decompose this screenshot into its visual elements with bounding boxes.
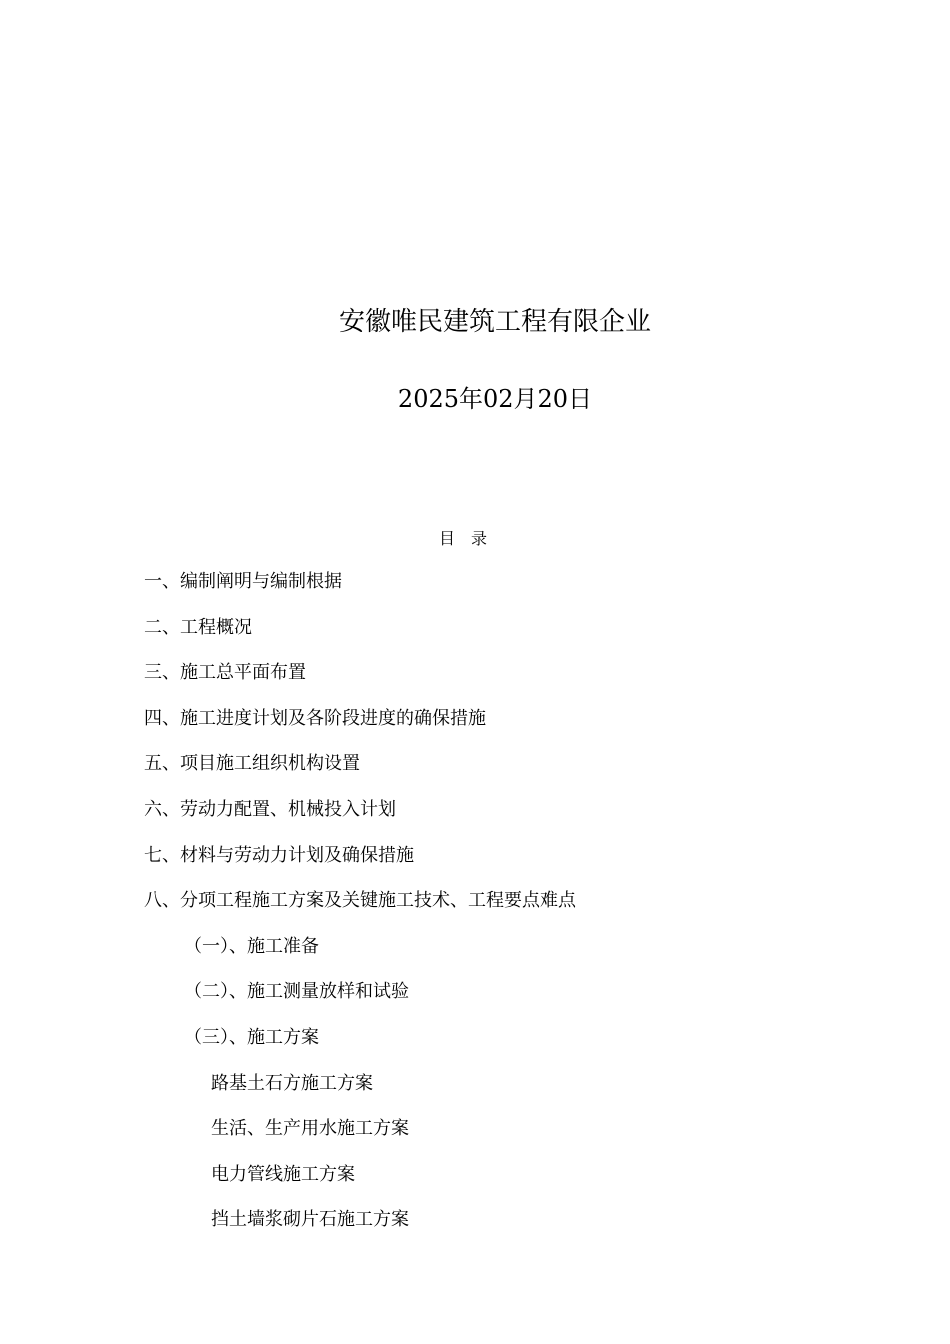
toc-entry[interactable]: 四、施工进度计划及各阶段进度的确保措施 [144,707,486,729]
toc-subsubentry[interactable]: 电力管线施工方案 [211,1163,355,1185]
toc-entry[interactable]: 三、施工总平面布置 [144,662,306,684]
toc-subsubentry[interactable]: 挡土墙浆砌片石施工方案 [211,1209,409,1231]
toc-subentry[interactable]: （二）、施工测量放样和试验 [184,981,409,1003]
toc-entry[interactable]: 二、工程概况 [144,616,252,638]
toc-subsubentry[interactable]: 路基土石方施工方案 [211,1072,373,1094]
toc-subsubentry[interactable]: 生活、生产用水施工方案 [211,1118,409,1140]
toc-entry[interactable]: 七、材料与劳动力计划及确保措施 [144,844,414,866]
toc-title: 目录 [438,529,503,548]
document-date: 2025年02月20日 [397,385,593,413]
toc-subentry[interactable]: （一）、施工准备 [184,935,319,957]
toc-entry[interactable]: 五、项目施工组织机构设置 [144,753,360,775]
table-of-contents [144,566,904,1250]
toc-entry[interactable]: 六、劳动力配置、机械投入计划 [144,798,396,820]
company-name: 安徽唯民建筑工程有限企业 [338,307,651,337]
toc-subentry[interactable]: （三）、施工方案 [184,1026,319,1048]
toc-entry[interactable]: 八、分项工程施工方案及关键施工技术、工程要点难点 [144,890,576,912]
toc-entry[interactable]: 一、编制阐明与编制根据 [144,571,342,592]
